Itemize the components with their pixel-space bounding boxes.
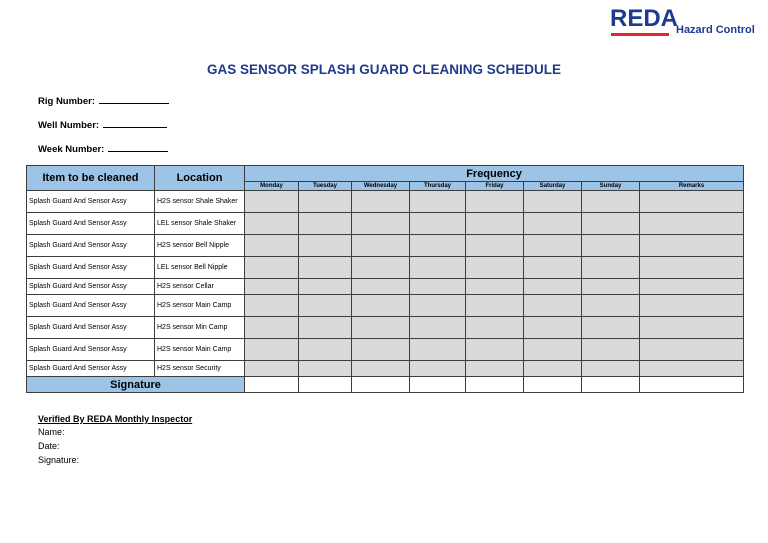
check-cell-monday[interactable] — [245, 317, 299, 339]
item-cell: Splash Guard And Sensor Assy — [27, 317, 155, 339]
check-cell-thursday[interactable] — [410, 213, 466, 235]
check-cell-tuesday[interactable] — [299, 339, 352, 361]
table-row — [27, 257, 744, 279]
header-day-sunday: Sunday — [582, 182, 640, 191]
check-cell-wednesday[interactable] — [352, 339, 410, 361]
header-frequency: Frequency — [245, 166, 744, 182]
item-cell: Splash Guard And Sensor Assy — [27, 257, 155, 279]
signature-cell-tuesday[interactable] — [299, 377, 352, 393]
check-cell-saturday[interactable] — [524, 279, 582, 295]
check-cell-tuesday[interactable] — [299, 317, 352, 339]
check-cell-thursday[interactable] — [410, 191, 466, 213]
check-cell-wednesday[interactable] — [352, 235, 410, 257]
check-cell-tuesday[interactable] — [299, 295, 352, 317]
check-cell-remarks[interactable] — [640, 257, 744, 279]
verified-title: Verified By REDA Monthly Inspector — [38, 414, 193, 424]
check-cell-thursday[interactable] — [410, 279, 466, 295]
check-cell-wednesday[interactable] — [352, 279, 410, 295]
check-cell-sunday[interactable] — [582, 339, 640, 361]
check-cell-sunday[interactable] — [582, 295, 640, 317]
check-cell-sunday[interactable] — [582, 235, 640, 257]
check-cell-remarks[interactable] — [640, 279, 744, 295]
location-cell: H2S sensor Security — [155, 361, 245, 377]
document-title: GAS SENSOR SPLASH GUARD CLEANING SCHEDULE — [206, 62, 562, 77]
well-number-blank[interactable] — [103, 118, 167, 128]
check-cell-wednesday[interactable] — [352, 317, 410, 339]
check-cell-monday[interactable] — [245, 213, 299, 235]
check-cell-remarks[interactable] — [640, 339, 744, 361]
check-cell-thursday[interactable] — [410, 257, 466, 279]
check-cell-remarks[interactable] — [640, 295, 744, 317]
check-cell-friday[interactable] — [466, 257, 524, 279]
location-cell: H2S sensor Cellar — [155, 279, 245, 295]
location-cell: LEL sensor Shale Shaker — [155, 213, 245, 235]
check-cell-friday[interactable] — [466, 317, 524, 339]
check-cell-wednesday[interactable] — [352, 361, 410, 377]
header-day-thursday: Thursday — [410, 182, 466, 191]
rig-number-label: Rig Number: — [38, 96, 95, 107]
verification-block — [38, 414, 192, 469]
logo-text: REDA — [610, 5, 679, 32]
check-cell-monday[interactable] — [245, 257, 299, 279]
rig-number-field — [38, 94, 169, 107]
check-cell-saturday[interactable] — [524, 339, 582, 361]
cleaning-schedule-table — [26, 165, 744, 393]
signature-row — [27, 377, 744, 393]
well-number-label: Well Number: — [38, 120, 100, 131]
header-item: Item to be cleaned — [27, 166, 155, 191]
check-cell-wednesday[interactable] — [352, 213, 410, 235]
check-cell-friday[interactable] — [466, 339, 524, 361]
schedule-body — [27, 191, 744, 393]
check-cell-friday[interactable] — [466, 191, 524, 213]
header-day-remarks: Remarks — [640, 182, 744, 191]
check-cell-tuesday[interactable] — [299, 191, 352, 213]
check-cell-tuesday[interactable] — [299, 235, 352, 257]
header-location: Location — [155, 166, 245, 191]
check-cell-tuesday[interactable] — [299, 361, 352, 377]
table-row — [27, 191, 744, 213]
location-cell: H2S sensor Min Camp — [155, 317, 245, 339]
check-cell-remarks[interactable] — [640, 191, 744, 213]
check-cell-thursday[interactable] — [410, 317, 466, 339]
location-cell: H2S sensor Bell Nipple — [155, 235, 245, 257]
check-cell-sunday[interactable] — [582, 213, 640, 235]
check-cell-saturday[interactable] — [524, 361, 582, 377]
check-cell-tuesday[interactable] — [299, 279, 352, 295]
check-cell-saturday[interactable] — [524, 317, 582, 339]
table-row — [27, 361, 744, 377]
signature-cell-thursday[interactable] — [410, 377, 466, 393]
company-logo — [610, 6, 756, 40]
check-cell-sunday[interactable] — [582, 191, 640, 213]
logo-red-bar — [611, 33, 669, 36]
check-cell-saturday[interactable] — [524, 213, 582, 235]
check-cell-sunday[interactable] — [582, 257, 640, 279]
check-cell-monday[interactable] — [245, 339, 299, 361]
check-cell-saturday[interactable] — [524, 191, 582, 213]
check-cell-friday[interactable] — [466, 279, 524, 295]
check-cell-saturday[interactable] — [524, 235, 582, 257]
table-row — [27, 213, 744, 235]
check-cell-monday[interactable] — [245, 295, 299, 317]
check-cell-saturday[interactable] — [524, 295, 582, 317]
check-cell-thursday[interactable] — [410, 235, 466, 257]
location-cell: H2S sensor Main Camp — [155, 339, 245, 361]
item-cell: Splash Guard And Sensor Assy — [27, 279, 155, 295]
verified-signature-label: Signature: — [38, 455, 80, 465]
week-number-label: Week Number: — [38, 144, 105, 155]
verified-date-label: Date: — [38, 441, 60, 451]
table-row — [27, 295, 744, 317]
signature-cell-wednesday[interactable] — [352, 377, 410, 393]
check-cell-sunday[interactable] — [582, 279, 640, 295]
item-cell: Splash Guard And Sensor Assy — [27, 361, 155, 377]
item-cell: Splash Guard And Sensor Assy — [27, 339, 155, 361]
check-cell-remarks[interactable] — [640, 317, 744, 339]
check-cell-wednesday[interactable] — [352, 257, 410, 279]
verified-name-label: Name: — [38, 427, 65, 437]
check-cell-monday[interactable] — [245, 191, 299, 213]
table-row — [27, 317, 744, 339]
check-cell-friday[interactable] — [466, 361, 524, 377]
signature-cell-saturday[interactable] — [524, 377, 582, 393]
check-cell-friday[interactable] — [466, 213, 524, 235]
header-day-friday: Friday — [466, 182, 524, 191]
week-number-field — [38, 142, 168, 155]
header-day-saturday: Saturday — [524, 182, 582, 191]
check-cell-sunday[interactable] — [582, 361, 640, 377]
check-cell-friday[interactable] — [466, 295, 524, 317]
item-cell: Splash Guard And Sensor Assy — [27, 235, 155, 257]
table-row — [27, 279, 744, 295]
logo-subtitle: Hazard Control — [676, 24, 755, 36]
table-row — [27, 339, 744, 361]
signature-cell-remarks[interactable] — [640, 377, 744, 393]
check-cell-monday[interactable] — [245, 279, 299, 295]
item-cell: Splash Guard And Sensor Assy — [27, 295, 155, 317]
check-cell-friday[interactable] — [466, 235, 524, 257]
signature-cell-friday[interactable] — [466, 377, 524, 393]
check-cell-monday[interactable] — [245, 361, 299, 377]
well-number-field — [38, 118, 167, 131]
location-cell: H2S sensor Main Camp — [155, 295, 245, 317]
location-cell: H2S sensor Shale Shaker — [155, 191, 245, 213]
header-day-monday: Monday — [245, 182, 299, 191]
check-cell-saturday[interactable] — [524, 257, 582, 279]
check-cell-sunday[interactable] — [582, 317, 640, 339]
table-row — [27, 235, 744, 257]
signature-cell-monday[interactable] — [245, 377, 299, 393]
header-day-wednesday: Wednesday — [352, 182, 410, 191]
check-cell-thursday[interactable] — [410, 339, 466, 361]
check-cell-remarks[interactable] — [640, 213, 744, 235]
check-cell-tuesday[interactable] — [299, 213, 352, 235]
check-cell-remarks[interactable] — [640, 361, 744, 377]
header-day-tuesday: Tuesday — [299, 182, 352, 191]
location-cell: LEL sensor Bell Nipple — [155, 257, 245, 279]
item-cell: Splash Guard And Sensor Assy — [27, 213, 155, 235]
check-cell-thursday[interactable] — [410, 295, 466, 317]
week-number-blank[interactable] — [108, 142, 168, 152]
rig-number-blank[interactable] — [99, 94, 169, 104]
check-cell-thursday[interactable] — [410, 361, 466, 377]
check-cell-wednesday[interactable] — [352, 191, 410, 213]
item-cell: Splash Guard And Sensor Assy — [27, 191, 155, 213]
check-cell-remarks[interactable] — [640, 235, 744, 257]
signature-cell-sunday[interactable] — [582, 377, 640, 393]
check-cell-wednesday[interactable] — [352, 295, 410, 317]
check-cell-monday[interactable] — [245, 235, 299, 257]
signature-label: Signature — [27, 377, 245, 393]
check-cell-tuesday[interactable] — [299, 257, 352, 279]
